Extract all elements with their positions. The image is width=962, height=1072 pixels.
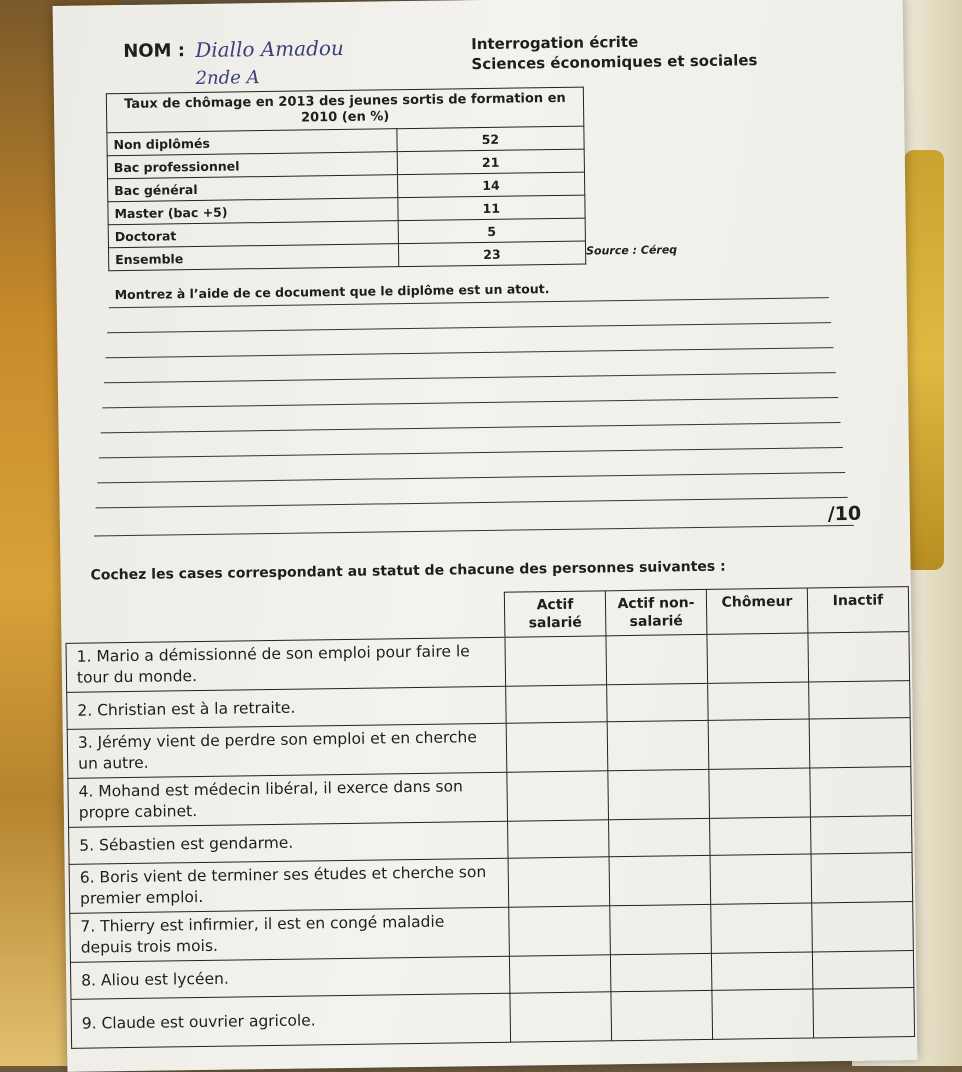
person-description: 6. Boris vient de terminer ses études et cherche son premier emploi.: [69, 858, 509, 913]
row-label: Non diplômés: [107, 129, 397, 156]
person-description: 2. Christian est à la retraite.: [67, 686, 506, 729]
status-table: [65, 586, 915, 1049]
checkbox-cell[interactable]: [606, 634, 708, 684]
answer-line[interactable]: [97, 472, 845, 484]
answer-line[interactable]: [96, 497, 848, 509]
background-binder: [904, 150, 944, 570]
checkbox-cell[interactable]: [507, 771, 609, 821]
name-label: NOM :: [123, 40, 186, 63]
person-description: 1. Mario a démissionné de son emploi pour faire le tour du monde.: [66, 637, 506, 692]
table-source: Source : Céreq: [585, 243, 678, 258]
checkbox-cell[interactable]: [610, 904, 712, 954]
row-value: 21: [397, 149, 585, 175]
checkbox-cell[interactable]: [809, 681, 911, 719]
column-header: Actif non-salarié: [605, 589, 707, 635]
checkbox-cell[interactable]: [708, 682, 810, 720]
answer-line[interactable]: [102, 397, 838, 408]
row-label: Ensemble: [108, 244, 398, 271]
person-description: 9. Claude est ouvrier agricole.: [71, 993, 511, 1048]
student-name-handwritten: Diallo Amadou: [195, 35, 344, 62]
checkbox-cell[interactable]: [810, 767, 912, 817]
question-2-prompt: Cochez les cases correspondant au statut de chacune des personnes suivantes :: [90, 558, 726, 584]
exam-subject: Sciences économiques et sociales: [471, 51, 758, 74]
checkbox-cell[interactable]: [508, 857, 610, 907]
checkbox-cell[interactable]: [509, 955, 611, 993]
checkbox-cell[interactable]: [609, 855, 711, 905]
answer-line[interactable]: [99, 447, 843, 459]
status-table-corner: [65, 592, 505, 643]
column-header: Inactif: [807, 587, 909, 633]
exam-title: Interrogation écrite: [471, 32, 639, 54]
unemployment-table-title: Taux de chômage en 2013 des jeunes sortis de formation en 2010 (en %): [106, 87, 583, 133]
checkbox-cell[interactable]: [710, 817, 812, 855]
answer-line[interactable]: [94, 525, 854, 537]
checkbox-cell[interactable]: [712, 989, 814, 1039]
checkbox-cell[interactable]: [710, 854, 812, 904]
checkbox-cell[interactable]: [711, 903, 813, 953]
checkbox-cell[interactable]: [813, 988, 915, 1038]
answer-line[interactable]: [101, 422, 841, 434]
answer-line[interactable]: [107, 322, 831, 333]
answer-line[interactable]: [106, 347, 834, 358]
exam-header: [471, 30, 757, 74]
checkbox-cell[interactable]: [509, 906, 611, 956]
checkbox-cell[interactable]: [609, 818, 711, 856]
row-value: 11: [397, 195, 585, 221]
student-class-handwritten: 2nde A: [195, 67, 260, 89]
row-value: 14: [397, 172, 585, 198]
question-1-prompt: Montrez à l’aide de ce document que le diplôme est un atout.: [114, 281, 550, 303]
checkbox-cell[interactable]: [711, 952, 813, 990]
checkbox-cell[interactable]: [808, 632, 910, 682]
checkbox-cell[interactable]: [810, 816, 912, 854]
column-header: Actif salarié: [504, 591, 606, 637]
checkbox-cell[interactable]: [709, 768, 811, 818]
row-label: Bac général: [108, 175, 398, 202]
row-label: Doctorat: [108, 221, 398, 248]
checkbox-cell[interactable]: [505, 636, 607, 686]
checkbox-cell[interactable]: [811, 853, 913, 903]
person-description: 3. Jérémy vient de perdre son emploi et en cherche un autre.: [67, 723, 507, 778]
question-1-score: /10: [827, 502, 862, 526]
checkbox-cell[interactable]: [611, 990, 713, 1040]
checkbox-cell[interactable]: [809, 718, 911, 768]
row-value: 5: [398, 218, 586, 244]
row-value: 23: [398, 241, 586, 267]
unemployment-table: [106, 87, 586, 272]
person-description: 5. Sébastien est gendarme.: [69, 821, 508, 864]
answer-line[interactable]: [104, 372, 836, 383]
checkbox-cell[interactable]: [707, 633, 809, 683]
checkbox-cell[interactable]: [607, 683, 709, 721]
column-header: Chômeur: [706, 588, 808, 634]
row-label: Bac professionnel: [107, 152, 397, 179]
checkbox-cell[interactable]: [812, 902, 914, 952]
table-row: [71, 988, 915, 1049]
checkbox-cell[interactable]: [607, 720, 709, 770]
checkbox-cell[interactable]: [506, 722, 608, 772]
checkbox-cell[interactable]: [610, 953, 712, 991]
checkbox-cell[interactable]: [506, 685, 608, 723]
row-label: Master (bac +5): [108, 198, 398, 225]
checkbox-cell[interactable]: [508, 820, 610, 858]
checkbox-cell[interactable]: [708, 719, 810, 769]
checkbox-cell[interactable]: [608, 769, 710, 819]
exam-sheet: [53, 0, 918, 1072]
checkbox-cell[interactable]: [812, 951, 914, 989]
person-description: 8. Aliou est lycéen.: [70, 956, 509, 999]
person-description: 4. Mohand est médecin libéral, il exerce dans son propre cabinet.: [68, 772, 508, 827]
checkbox-cell[interactable]: [510, 992, 612, 1042]
row-value: 52: [397, 126, 585, 152]
person-description: 7. Thierry est infirmier, il est en congé maladie depuis trois mois.: [70, 907, 510, 962]
